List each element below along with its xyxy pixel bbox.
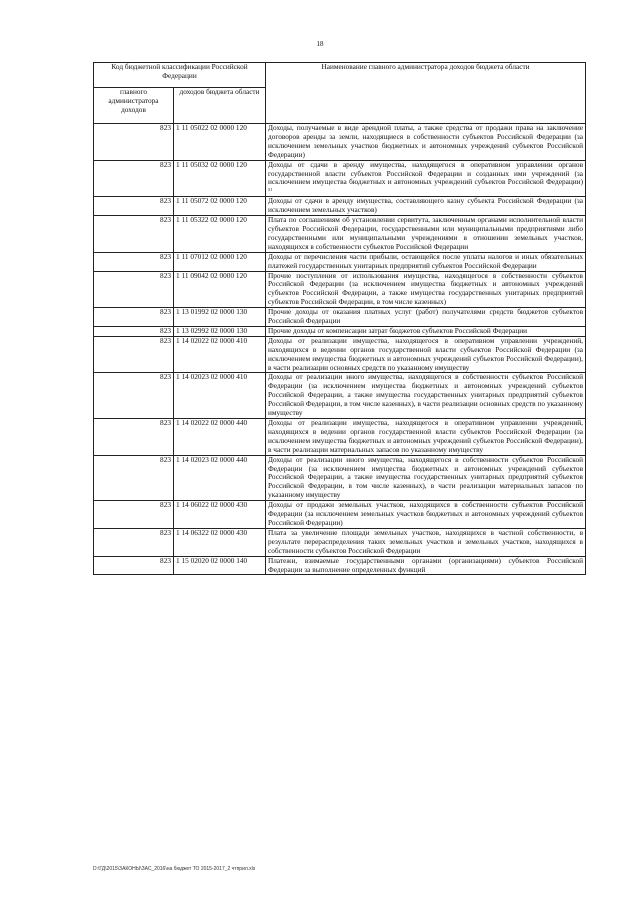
revenue-code-cell: 1 11 05032 02 0000 120 <box>174 160 266 197</box>
revenue-description-cell: Прочие доходы от оказания платных услуг (работ) получателями средств бюджетов субъектов Российской Федерации <box>266 308 586 327</box>
admin-code-cell: 823 <box>94 455 174 501</box>
revenue-code-cell: 1 14 02022 02 0000 410 <box>174 336 266 373</box>
table-row <box>94 271 586 308</box>
table-row <box>94 197 586 216</box>
revenue-description-cell: Доходы от сдачи в аренду имущества, находящегося в оперативном управлении органов государственной власти субъектов Российской Федерации и созданных ими учреждений (за исключением имущества бюджетных и автономных учреждений субъектов Российской Федерации) ¹⁾ <box>266 160 586 197</box>
revenue-description-cell: Доходы от реализации иного имущества, находящегося в собственности субъектов Российской Федерации (за исключением имущества бюджетных и автономных учреждений субъектов Российской Федерации, а также имущества государственных унитарных предприятий субъектов Российской Федерации, в том числе казенных), в части реализации основных средств по указанному имуществу <box>266 373 586 419</box>
header-budget-revenue: доходов бюджета области <box>174 88 266 124</box>
revenue-code-cell: 1 11 05072 02 0000 120 <box>174 197 266 216</box>
revenue-description-cell: Доходы от реализации иного имущества, находящегося в собственности субъектов Российской Федерации (за исключением имущества бюджетных и автономных учреждений субъектов Российской Федерации, а также имущества государственных унитарных предприятий субъектов Российской Федерации, в том числе казенных), в части реализации материальных запасов по указанному имуществу <box>266 455 586 501</box>
revenue-description-cell: Прочие доходы от компенсации затрат бюджетов субъектов Российской Федерации <box>266 326 586 336</box>
header-administrator-name: Наименование главного администратора доходов бюджета области <box>266 63 586 124</box>
table-row <box>94 373 586 419</box>
revenue-code-cell: 1 11 05322 02 0000 120 <box>174 216 266 253</box>
admin-code-cell: 823 <box>94 556 174 575</box>
header-main-administrator: главного администратора доходов <box>94 88 174 124</box>
revenue-description-cell: Доходы от реализации имущества, находящегося в оперативном управлении учреждений, находящихся в ведении органов государственной власти субъектов Российской Федерации (за исключением имущества бюджетных и автономных учреждений субъектов Российской Федерации), в части реализации материальных запасов по указанному имуществу <box>266 419 586 456</box>
revenue-code-cell: 1 14 02022 02 0000 440 <box>174 419 266 456</box>
revenue-code-cell: 1 13 02992 02 0000 130 <box>174 326 266 336</box>
table-row <box>94 455 586 501</box>
admin-code-cell: 823 <box>94 528 174 556</box>
file-path-footer: D:\ГД\2015\ЗАКОНЫ\ЗАС_2016\на бюджет ТО 2015-2017_2 чтприл.xls <box>93 866 256 872</box>
table-row <box>94 419 586 456</box>
admin-code-cell: 823 <box>94 160 174 197</box>
table-row <box>94 336 586 373</box>
table-body <box>94 124 586 575</box>
table-row <box>94 326 586 336</box>
revenue-code-cell: 1 11 07012 02 0000 120 <box>174 252 266 271</box>
revenue-description-cell: Плата по соглашениям об установлении сервитута, заключенным органами исполнительной власти субъектов Российской Федерации, государственными или муниципальными предприятиями либо государственными или муниципальными учреждениями в отношении земельных участков, находящихся в собственности субъектов Российской Федерации <box>266 216 586 253</box>
table-row <box>94 124 586 161</box>
admin-code-cell: 823 <box>94 252 174 271</box>
revenue-description-cell: Платежи, взимаемые государственными органами (организациями) субъектов Российской Федерации за выполнение определенных функций <box>266 556 586 575</box>
table-row <box>94 528 586 556</box>
page-number: 18 <box>316 40 324 48</box>
revenue-description-cell: Доходы от сдачи в аренду имущества, составляющего казну субъекта Российской Федерации (за исключением земельных участков) <box>266 197 586 216</box>
revenue-description-cell: Доходы от реализации имущества, находящегося в оперативном управлении учреждений, находящихся в ведении органов государственной власти субъектов Российской Федерации (за исключением имущества бюджетных и автономных учреждений субъектов Российской Федерации), в части реализации основных средств по указанному имуществу <box>266 336 586 373</box>
revenue-code-cell: 1 15 02020 02 0000 140 <box>174 556 266 575</box>
revenue-code-cell: 1 11 05022 02 0000 120 <box>174 124 266 161</box>
revenue-code-cell: 1 13 01992 02 0000 130 <box>174 308 266 327</box>
admin-code-cell: 823 <box>94 197 174 216</box>
admin-code-cell: 823 <box>94 124 174 161</box>
revenue-description-cell: Доходы от продажи земельных участков, находящихся в собственности субъектов Российской Федерации (за исключением земельных участков бюджетных и автономных учреждений субъектов Российской Федерации) <box>266 501 586 529</box>
revenue-description-cell: Доходы от перечисления части прибыли, остающейся после уплаты налогов и иных обязательных платежей государственных унитарных предприятий субъектов Российской Федерации <box>266 252 586 271</box>
table-row <box>94 308 586 327</box>
revenue-description-cell: Прочие поступления от использования имущества, находящегося в собственности субъектов Российской Федерации (за исключением имущества бюджетных и автономных учреждений субъектов Российской Федерации, а также имущества государственных унитарных предприятий субъектов Российской Федерации, в том числе казенных) <box>266 271 586 308</box>
admin-code-cell: 823 <box>94 216 174 253</box>
admin-code-cell: 823 <box>94 271 174 308</box>
admin-code-cell: 823 <box>94 336 174 373</box>
revenue-description-cell: Доходы, получаемые в виде арендной платы, а также средства от продажи права на заключение договоров аренды за земли, находящиеся в собственности субъектов Российской Федерации (за исключением земельных участков бюджетных и автономных учреждений субъектов Российской Федерации) <box>266 124 586 161</box>
budget-classification-table <box>93 62 586 575</box>
admin-code-cell: 823 <box>94 501 174 529</box>
revenue-code-cell: 1 14 06322 02 0000 430 <box>174 528 266 556</box>
header-classification-code: Код бюджетной классификации Российской Федерации <box>94 63 266 88</box>
revenue-code-cell: 1 14 06022 02 0000 430 <box>174 501 266 529</box>
admin-code-cell: 823 <box>94 373 174 419</box>
table-row <box>94 252 586 271</box>
admin-code-cell: 823 <box>94 308 174 327</box>
table-row <box>94 216 586 253</box>
table-row <box>94 160 586 197</box>
revenue-description-cell: Плата за увеличение площади земельных участков, находящихся в частной собственности, в результате перераспределения таких земельных участков и земельных участков, находящихся в собственности субъектов Российской Федерации <box>266 528 586 556</box>
table-row <box>94 556 586 575</box>
header-row-main <box>94 63 586 88</box>
revenue-code-cell: 1 14 02023 02 0000 440 <box>174 455 266 501</box>
table-row <box>94 501 586 529</box>
revenue-code-cell: 1 11 09042 02 0000 120 <box>174 271 266 308</box>
admin-code-cell: 823 <box>94 419 174 456</box>
admin-code-cell: 823 <box>94 326 174 336</box>
revenue-code-cell: 1 14 02023 02 0000 410 <box>174 373 266 419</box>
